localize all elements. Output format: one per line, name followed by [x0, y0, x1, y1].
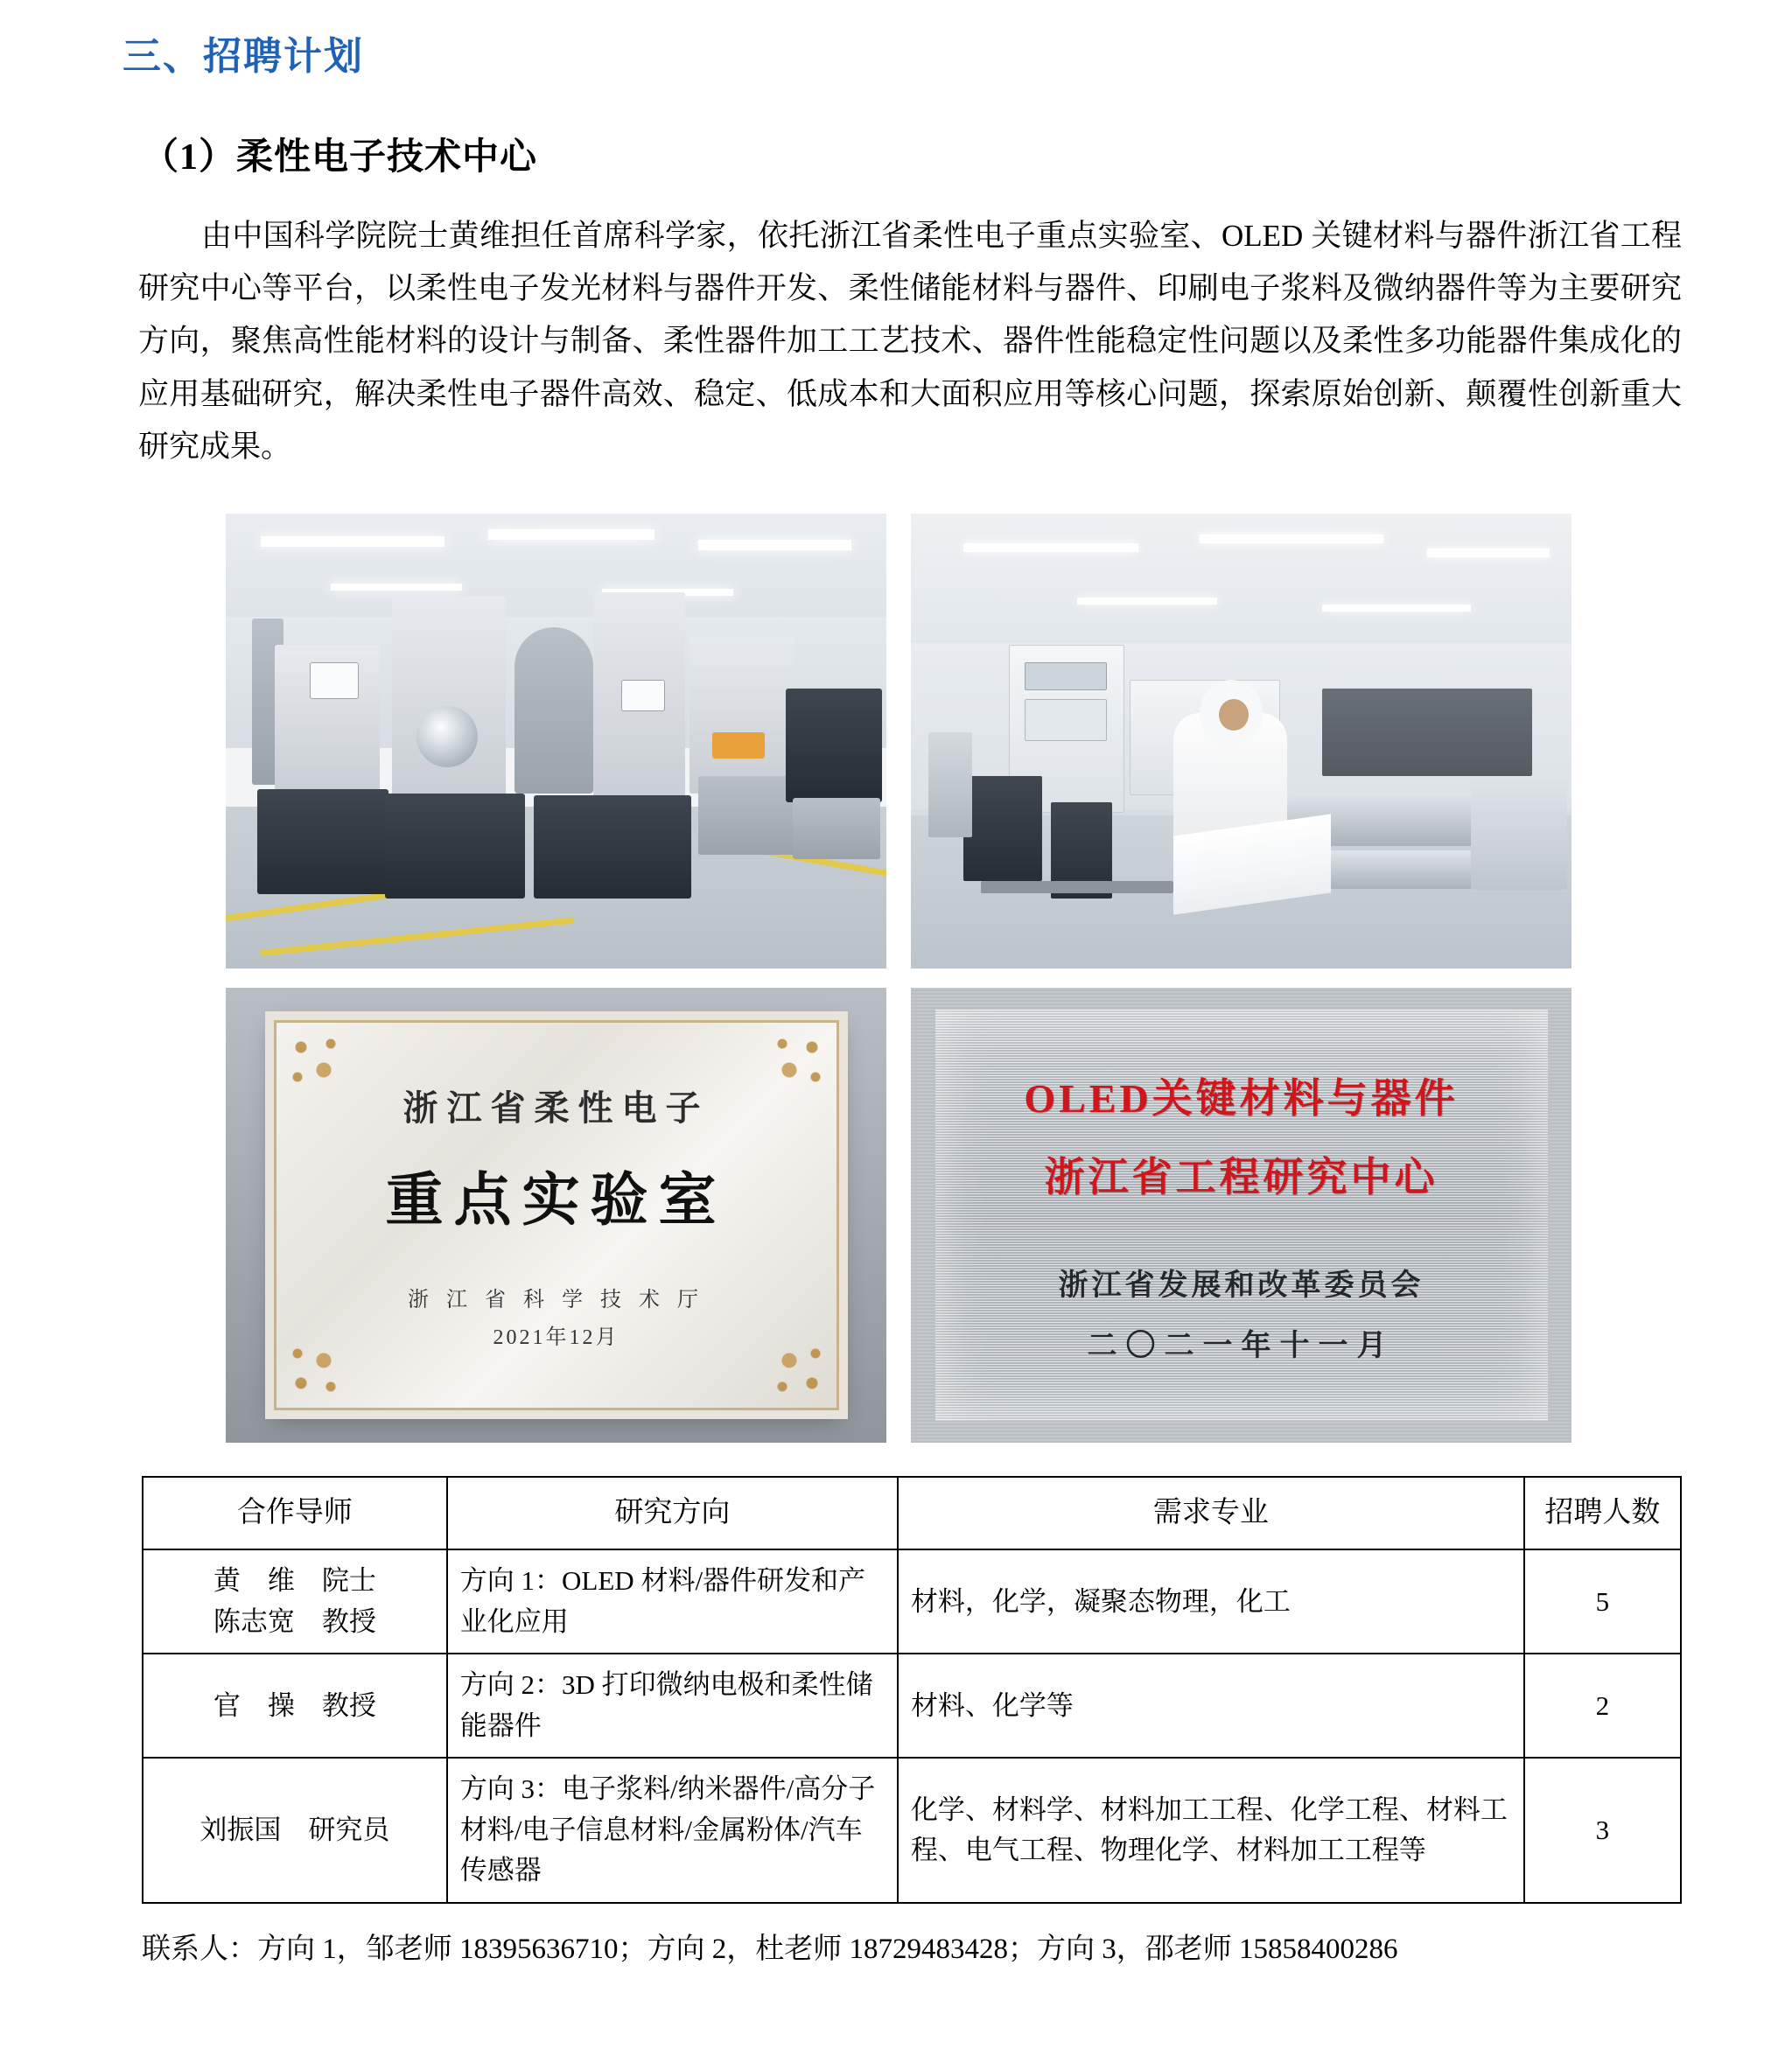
conveyor-frame	[1322, 689, 1532, 776]
cell-direction: 方向 2：3D 打印微纳电极和柔性储能器件	[447, 1654, 898, 1758]
equipment-base	[793, 798, 880, 859]
ceiling-lamp	[1200, 535, 1383, 543]
equipment-module	[786, 689, 882, 802]
sub-heading: （1）柔性电子技术中心	[142, 137, 538, 178]
cell-major: 化学、材料学、材料加工工程、化学工程、材料工程、电气工程、物理化学、材料加工工程等	[898, 1758, 1524, 1903]
equipment-cabinet	[690, 636, 794, 794]
photo-grid	[226, 514, 1591, 1443]
warning-label	[712, 732, 765, 759]
photo-coating-line-worker	[911, 514, 1572, 969]
page-content	[122, 0, 1689, 1973]
ceiling-lamp	[1427, 549, 1550, 557]
control-panel	[621, 680, 665, 711]
ceiling-lamp	[261, 536, 444, 547]
plaque-line-1: 浙江省柔性电子	[402, 1087, 710, 1128]
equipment-base	[385, 794, 525, 899]
equipment-base	[963, 776, 1042, 881]
equipment-base	[534, 795, 691, 899]
mentor-name: 陈志宽 教授	[213, 1605, 376, 1637]
header-count: 招聘人数	[1524, 1477, 1681, 1550]
cell-mentor	[143, 1758, 447, 1903]
steel-plaque-line-2: 浙江省工程研究中心	[1044, 1154, 1438, 1199]
ceiling-lamp	[698, 540, 851, 550]
ornament-icon	[285, 1032, 380, 1126]
cell-direction: 方向 1：OLED 材料/器件研发和产业化应用	[447, 1549, 898, 1654]
table-row	[143, 1758, 1681, 1903]
mentor-name: 刘振国 研究员	[200, 1814, 390, 1845]
ceiling-lamp	[1077, 598, 1217, 605]
equipment-base	[698, 776, 794, 855]
recruitment-table-wrapper	[142, 1476, 1682, 1904]
equipment-base	[257, 789, 388, 894]
cell-mentor	[143, 1549, 447, 1654]
plaque-date: 2021年12月	[493, 1325, 620, 1349]
steel-plaque	[935, 1010, 1548, 1421]
equipment-chamber	[392, 597, 506, 798]
plaque	[274, 1020, 839, 1410]
intro-paragraph: 由中国科学院院士黄维担任首席科学家，依托浙江省柔性电子重点实验室、OLED 关键材料与器件浙江省工程研究中心等平台，以柔性电子发光材料与器件开发、柔性储能材料与器件、印刷电子浆料及微纳器件等为主要研究方向，聚焦高性能材料的设计与制备、柔性器件加工工艺技术、器件性能稳定性问题以及柔性多功能器件集成化的应用基础研究，解决柔性电子器件高效、稳定、低成本和大面积应用等核心问题，探索原始创新、颠覆性创新重大研究成果。	[138, 219, 1682, 464]
gas-cylinder	[928, 732, 972, 837]
ceiling-lamp	[963, 543, 1138, 552]
ornament-icon	[733, 1304, 828, 1399]
ceiling	[911, 514, 1572, 645]
cabinet-panel	[1025, 699, 1107, 741]
control-panel	[310, 662, 359, 699]
recruitment-table	[142, 1476, 1682, 1904]
contact-note: 联系人：方向 1，邹老师 18395636710；方向 2，杜老师 18729483428；方向 3，邵老师 15858400286	[142, 1933, 1398, 1965]
ceiling-lamp	[331, 584, 462, 591]
cell-major: 材料、化学等	[898, 1654, 1524, 1758]
cell-count: 2	[1524, 1654, 1681, 1758]
ceiling-lamp	[1322, 605, 1471, 612]
photo-engineering-research-center-plaque	[911, 988, 1572, 1443]
header-major: 需求专业	[898, 1477, 1524, 1550]
mentor-name: 黄 维 院士	[213, 1565, 376, 1597]
ceiling-lamp	[488, 529, 654, 540]
cell-direction: 方向 3：电子浆料/纳米器件/高分子材料/电子信息材料/金属粉体/汽车传感器	[447, 1758, 898, 1903]
cell-count: 3	[1524, 1758, 1681, 1903]
plaque-issuer: 浙 江 省 科 学 技 术 厅	[408, 1288, 704, 1311]
table-header-row	[143, 1477, 1681, 1550]
ornament-icon	[733, 1032, 828, 1126]
steel-plaque-line-1: OLED关键材料与器件	[1024, 1075, 1459, 1121]
cell-mentor	[143, 1654, 447, 1758]
steel-plaque-issuer: 浙江省发展和改革委员会	[1058, 1269, 1424, 1302]
steel-plaque-date: 二〇二一年十一月	[1087, 1329, 1396, 1362]
machine-housing	[1471, 776, 1567, 890]
floor-rail	[981, 881, 1173, 893]
worker-face	[1219, 699, 1249, 731]
ornament-icon	[285, 1304, 380, 1399]
cell-major: 材料，化学，凝聚态物理，化工	[898, 1549, 1524, 1654]
header-direction: 研究方向	[447, 1477, 898, 1550]
mentor-name: 官 操 教授	[213, 1689, 376, 1721]
table-row	[143, 1549, 1681, 1654]
vacuum-chamber	[514, 627, 593, 794]
cell-count: 5	[1524, 1549, 1681, 1654]
photo-cleanroom-deposition-equipment	[226, 514, 886, 969]
header-mentor: 合作导师	[143, 1477, 447, 1550]
section-heading: 三、招聘计划	[122, 35, 364, 78]
plaque-line-2: 重点实验室	[385, 1168, 727, 1233]
cabinet-display	[1025, 662, 1107, 690]
photo-key-laboratory-plaque	[226, 988, 886, 1443]
table-row	[143, 1654, 1681, 1758]
chamber-window	[416, 706, 478, 767]
